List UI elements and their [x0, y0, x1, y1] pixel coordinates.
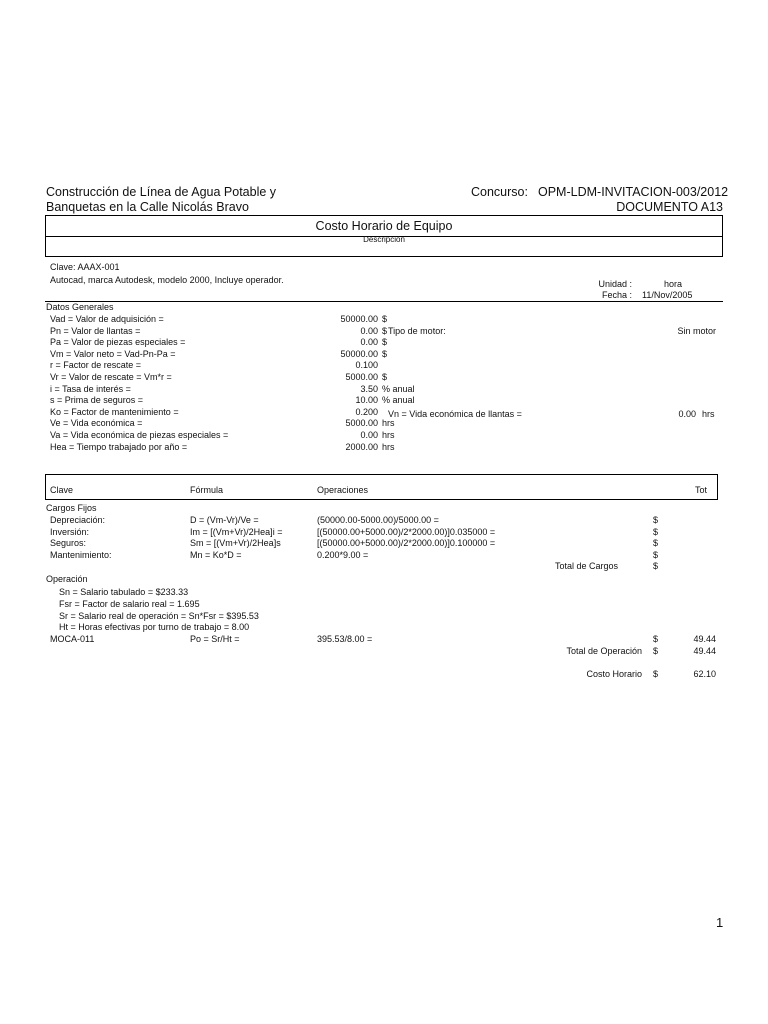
costo-horario-currency: $: [653, 669, 659, 679]
datos-generales-label: Pn = Valor de llantas =: [50, 326, 141, 336]
datos-generales-value: 0.00: [360, 430, 378, 440]
datos-generales-value: 2000.00: [345, 442, 378, 452]
fecha-value: 11/Nov/2005: [642, 290, 693, 300]
documento-label: DOCUMENTO A13: [616, 200, 723, 214]
datos-generales-unit: $: [382, 314, 388, 324]
operacion-line: Sr = Salario real de operación = Sn*Fsr = $395.53: [59, 611, 259, 621]
datos-generales-value: 50000.00: [340, 314, 378, 324]
cargo-formula: Sm = [(Vm+Vr)/2Hea]s: [190, 538, 281, 548]
page-number: 1: [716, 915, 724, 930]
datos-generales-value: 0.00: [360, 326, 378, 336]
equipo-clave: Clave: AAAX-001: [50, 262, 120, 272]
cargos-fijos-heading: Cargos Fijos: [46, 503, 97, 513]
datos-generales-label: Vm = Valor neto = Vad-Pn-Pa =: [50, 349, 176, 359]
table-header-box: [45, 474, 718, 500]
total-cargos-label: Total de Cargos: [554, 561, 618, 571]
concurso-label: Concurso:: [471, 185, 528, 199]
cargo-operacion: [(50000.00+5000.00)/2*2000.00)]0.100000 =: [317, 538, 496, 548]
datos-generales-label: Vad = Valor de adquisición =: [50, 314, 164, 324]
datos-generales-value: 0.100: [355, 360, 378, 370]
vn-unit: hrs: [702, 409, 715, 419]
moca-clave: MOCA-011: [50, 634, 95, 644]
unidad-value: hora: [664, 279, 683, 289]
datos-generales-value: 5000.00: [345, 418, 378, 428]
costo-horario-label: Costo Horario: [586, 669, 642, 679]
moca-currency: $: [653, 634, 659, 644]
cargo-currency: $: [653, 538, 659, 548]
tipo-motor-label: Tipo de motor:: [388, 326, 446, 336]
datos-generales-unit: $: [382, 326, 388, 336]
project-title-line2: Banquetas en la Calle Nicolás Bravo: [46, 200, 249, 214]
cargo-name: Inversión:: [50, 527, 90, 537]
fecha-label: Fecha :: [601, 290, 632, 300]
project-title-line1: Construcción de Línea de Agua Potable y: [46, 185, 277, 199]
cargo-name: Seguros:: [50, 538, 87, 548]
vn-label: Vn = Vida económica de llantas =: [388, 409, 522, 419]
moca-formula: Po = Sr/Ht =: [190, 634, 240, 644]
datos-generales-unit: $: [382, 337, 388, 347]
box-title: Costo Horario de Equipo: [315, 219, 453, 233]
total-operacion-amount: 49.44: [693, 646, 716, 656]
datos-generales-value: 0.00: [360, 337, 378, 347]
datos-generales-unit: $: [382, 372, 388, 382]
operacion-line: Fsr = Factor de salario real = 1.695: [59, 599, 200, 609]
moca-operacion: 395.53/8.00 =: [317, 634, 373, 644]
cargo-operacion: (50000.00-5000.00)/5000.00 =: [317, 515, 439, 525]
operacion-heading: Operación: [46, 574, 88, 584]
total-cargos-currency: $: [653, 561, 659, 571]
datos-generales-unit: hrs: [382, 418, 395, 428]
datos-generales-value: 50000.00: [340, 349, 378, 359]
datos-generales-unit: % anual: [382, 395, 415, 405]
datos-generales-heading: Datos Generales: [46, 302, 114, 312]
cargo-currency: $: [653, 515, 659, 525]
datos-generales-label: i = Tasa de interés =: [50, 384, 131, 394]
datos-generales-value: 10.00: [355, 395, 378, 405]
datos-generales-value: 0.200: [355, 407, 378, 417]
cargo-currency: $: [653, 527, 659, 537]
costo-horario-amount: 62.10: [693, 669, 716, 679]
cargo-formula: Im = [(Vm+Vr)/2Hea]i =: [190, 527, 283, 537]
unidad-label: Unidad :: [598, 279, 632, 289]
vn-value: 0.00: [678, 409, 696, 419]
datos-generales-label: Va = Vida económica de piezas especiales =: [50, 430, 229, 440]
moca-amount: 49.44: [693, 634, 716, 644]
datos-generales-label: Vr = Valor de rescate = Vm*r =: [50, 372, 172, 382]
datos-generales-unit: % anual: [382, 384, 415, 394]
total-operacion-currency: $: [653, 646, 659, 656]
cargo-formula: Mn = Ko*D =: [190, 550, 242, 560]
datos-generales-label: Ve = Vida económica =: [50, 418, 143, 428]
datos-generales-value: 3.50: [360, 384, 378, 394]
col-operaciones: Operaciones: [317, 485, 369, 495]
datos-generales-label: Pa = Valor de piezas especiales =: [50, 337, 186, 347]
datos-generales-value: 5000.00: [345, 372, 378, 382]
operacion-line: Ht = Horas efectivas por turno de trabajo = 8.00: [59, 622, 250, 632]
datos-generales-label: r = Factor de rescate =: [50, 360, 142, 370]
col-formula: Fórmula: [190, 485, 224, 495]
datos-generales-label: Ko = Factor de mantenimiento =: [50, 407, 179, 417]
datos-generales-unit: hrs: [382, 430, 395, 440]
cargo-name: Mantenimiento:: [50, 550, 112, 560]
cargo-operacion: [(50000.00+5000.00)/2*2000.00)]0.035000 =: [317, 527, 496, 537]
equipo-descripcion: Autocad, marca Autodesk, modelo 2000, Incluye operador.: [50, 275, 284, 285]
cargo-name: Depreciación:: [50, 515, 106, 525]
cargo-formula: D = (Vm-Vr)/Ve =: [190, 515, 259, 525]
cargo-operacion: 0.200*9.00 =: [317, 550, 369, 560]
box-subtitle: Descripción: [363, 235, 405, 244]
col-total: Tot: [695, 485, 708, 495]
concurso-value: OPM-LDM-INVITACION-003/2012: [538, 185, 729, 199]
datos-generales-label: s = Prima de seguros =: [50, 395, 144, 405]
section-divider: [45, 301, 723, 302]
col-clave: Clave: [50, 485, 74, 495]
datos-generales-unit: $: [382, 349, 388, 359]
cargo-currency: $: [653, 550, 659, 560]
datos-generales-label: Hea = Tiempo trabajado por año =: [50, 442, 188, 452]
total-operacion-label: Total de Operación: [566, 646, 642, 656]
datos-generales-unit: hrs: [382, 442, 395, 452]
operacion-line: Sn = Salario tabulado = $233.33: [59, 587, 189, 597]
tipo-motor-value: Sin motor: [677, 326, 716, 336]
